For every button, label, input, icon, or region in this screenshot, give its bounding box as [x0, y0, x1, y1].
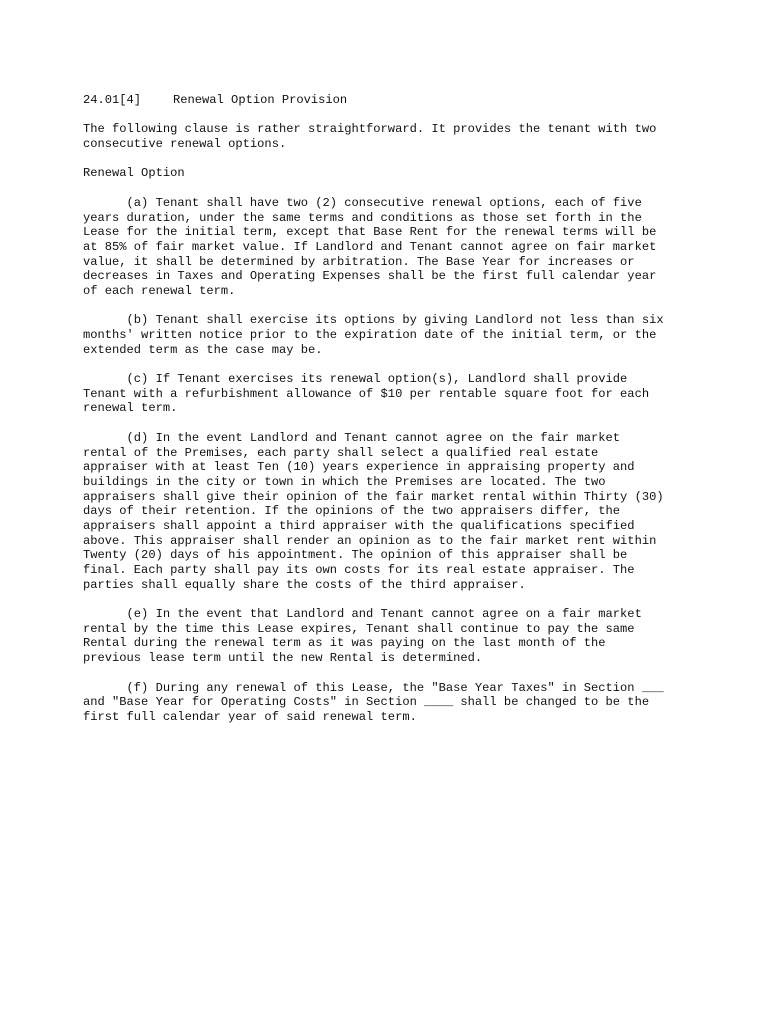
- paragraph-line: (f) During any renewal of this Lease, the "Base Year Taxes" in Section ___: [83, 680, 664, 695]
- paragraph-c: [83, 372, 723, 416]
- paragraph-line: buildings in the city or town in which the Premises are located. The two: [83, 474, 606, 489]
- paragraph-line: rental by the time this Lease expires, Tenant shall continue to pay the same: [83, 621, 635, 636]
- spacer: [83, 357, 723, 372]
- paragraph-line: Lease for the initial term, except that Base Rent for the renewal terms will be: [83, 225, 657, 240]
- intro-line: The following clause is rather straightforward. It provides the tenant with two: [83, 122, 657, 137]
- paragraph-line: (c) If Tenant exercises its renewal option(s), Landlord shall provide: [83, 372, 628, 387]
- spacer: [83, 666, 723, 681]
- section-heading: [83, 93, 723, 108]
- paragraph-line: (a) Tenant shall have two (2) consecutive renewal options, each of five: [83, 195, 642, 210]
- paragraph-line: of each renewal term.: [83, 283, 236, 298]
- paragraph-e: [83, 607, 723, 666]
- paragraph-b: [83, 313, 723, 357]
- paragraph-line: previous lease term until the new Rental is determined.: [83, 651, 483, 666]
- paragraph-line: (b) Tenant shall exercise its options by giving Landlord not less than six: [83, 313, 664, 328]
- paragraph-line: (e) In the event that Landlord and Tenant cannot agree on a fair market: [83, 607, 642, 622]
- spacer: [83, 416, 723, 431]
- paragraph-line: Twenty (20) days of his appointment. The opinion of this appraiser shall be: [83, 548, 628, 563]
- spacer: [83, 108, 723, 123]
- spacer: [83, 181, 723, 196]
- intro-paragraph: [83, 122, 723, 151]
- paragraph-d: [83, 431, 723, 593]
- paragraph-line: appraiser with at least Ten (10) years experience in appraising property and: [83, 460, 635, 475]
- paragraph-line: months' written notice prior to the expiration date of the initial term, or the: [83, 328, 657, 342]
- paragraph-line: parties shall equally share the costs of the third appraiser.: [83, 577, 526, 592]
- paragraph-f: [83, 681, 723, 725]
- paragraph-line: final. Each party shall pay its own costs for its real estate appraiser. The: [83, 563, 635, 577]
- paragraph-line: above. This appraiser shall render an opinion as to the fair market rent within: [83, 533, 657, 548]
- paragraph-line: renewal term.: [83, 401, 178, 416]
- paragraph-line: (d) In the event Landlord and Tenant cannot agree on the fair market: [83, 430, 621, 445]
- paragraph-line: and "Base Year for Operating Costs" in Section ____ shall be changed to be the: [83, 695, 650, 710]
- paragraph-a: [83, 196, 723, 299]
- intro-line: consecutive renewal options.: [83, 137, 287, 152]
- paragraph-line: decreases in Taxes and Operating Expenses shall be the first full calendar year: [83, 269, 657, 284]
- clause-title: Renewal Option: [83, 166, 185, 181]
- spacer: [83, 592, 723, 607]
- spacer: [83, 299, 723, 314]
- paragraph-line: at 85% of fair market value. If Landlord and Tenant cannot agree on fair market: [83, 239, 657, 254]
- clause-paragraphs: [83, 196, 723, 725]
- paragraph-line: first full calendar year of said renewal term.: [83, 709, 417, 724]
- paragraph-line: extended term as the case may be.: [83, 342, 323, 357]
- spacer: [83, 152, 723, 167]
- paragraph-line: appraisers shall give their opinion of the fair market rental within Thirty (30): [83, 489, 664, 504]
- paragraph-line: appraisers shall appoint a third appraiser with the qualifications specified: [83, 518, 635, 533]
- section-title: Renewal Option Provision: [173, 93, 348, 107]
- paragraph-line: Tenant with a refurbishment allowance of $10 per rentable square foot for each: [83, 386, 650, 401]
- document-body: [83, 93, 723, 725]
- paragraph-line: Rental during the renewal term as it was paying on the last month of the: [83, 636, 606, 651]
- paragraph-line: years duration, under the same terms and conditions as those set forth in the: [83, 210, 642, 225]
- section-number: 24.01[4]: [83, 93, 142, 107]
- paragraph-line: days of their retention. If the opinions of the two appraisers differ, the: [83, 504, 621, 519]
- paragraph-line: value, it shall be determined by arbitration. The Base Year for increases or: [83, 254, 635, 269]
- paragraph-line: rental of the Premises, each party shall select a qualified real estate: [83, 445, 599, 460]
